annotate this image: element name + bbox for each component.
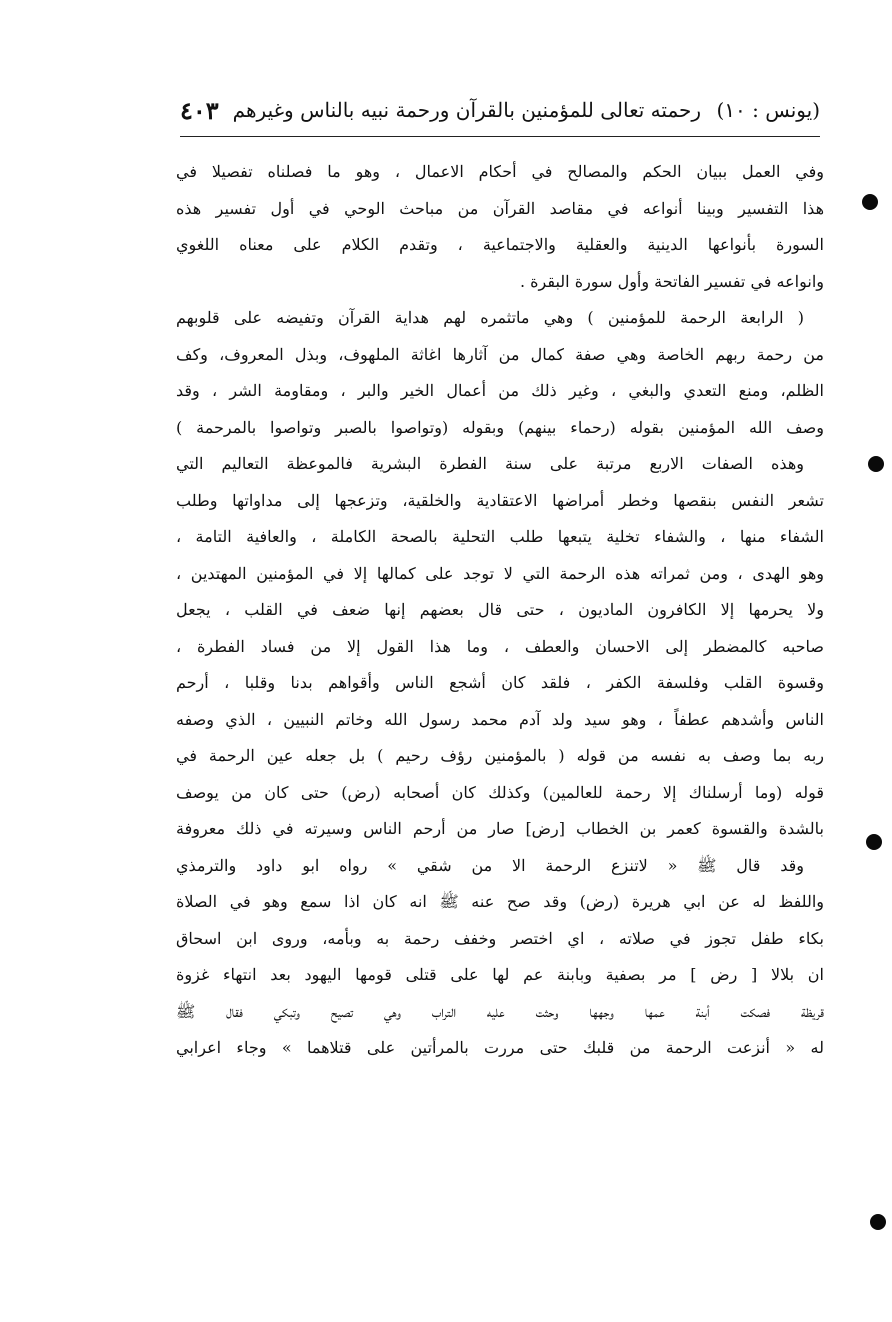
text-line: الظلم، ومنع التعدي والبغي ، وغير ذلك من أعمال الخير والبر ، ومقاومة الشر ، وقد	[176, 381, 824, 400]
text-line: بكاء طفل تجوز في صلاته ، اي اختصر وخفف رحمة به وبأمه، وروى ابن اسحاق	[176, 928, 824, 948]
text-line: ان بلالا [ رض ] مر بصفية وبابنة عم لها على قتلى قومها اليهود بعد انتهاء غزوة	[176, 965, 824, 984]
binding-hole	[868, 456, 884, 472]
header-title-group	[180, 96, 701, 125]
text-line: هذا التفسير وبينا أنواعه في مقاصد القرآن من مباحث الوحي في أول تفسير هذه	[176, 198, 824, 218]
text-line: من رحمة ربهم الخاصة وهي صفة كمال من آثارها اغاثة الملهوف، وبذل المعروف، وكف	[176, 344, 824, 364]
text-line: تشعر النفس بنقصها وخطر أمراضها الاعتقادية والخلقية، وتزعجها إلى مداواتها وطلب	[176, 490, 824, 510]
text-line: وفي العمل ببيان الحكم والمصالح في أحكام الاعمال ، وهو ما فصلناه تفصيلا في	[176, 162, 824, 181]
text-line: قريظة فصكت أبنة عمها وجهها وحثت عليه التراب وهي تصيح وتبكي فقال ﷺ	[176, 1001, 824, 1021]
chapter-verse-reference: (يونس : ١٠)	[716, 98, 820, 122]
text-line: السورة بأنواعها الدينية والعقلية والاجتماعية ، وتقدم الكلام على معناه اللغوي	[176, 235, 824, 254]
text-line: قوله (وما أرسلناك إلا رحمة للعالمين) وكذلك كان أصحابه (رض) حتى كان من يوصف	[176, 782, 824, 802]
page-header	[180, 88, 820, 132]
text-line: وانواعه في تفسير الفاتحة وأول سورة البقرة .	[519, 271, 824, 291]
text-line: واللفظ له عن ابي هريرة (رض) وقد صح عنه ﷺ انه كان اذا سمع وهو في الصلاة	[176, 892, 824, 911]
text-line: الناس وأشدهم عطفاً ، وهو سيد ولد آدم محمد رسول الله وخاتم النبيين ، الذي وصفه	[176, 709, 824, 729]
text-line: وهو الهدى ، ومن ثمراته هذه الرحمة التي لا توجد على كمالها إلا في المؤمنين المهتدين ،	[176, 563, 824, 583]
binding-hole	[870, 1214, 886, 1230]
text-line: وقد قال ﷺ « لاتنزع الرحمة الا من شقي » رواه ابو داود والترمذي	[176, 855, 804, 875]
binding-hole	[866, 834, 882, 850]
text-line: صاحبه كالمضطر إلى الاحسان والعطف ، وما هذا القول إلا من فساد الفطرة ،	[176, 636, 824, 656]
text-line: وهذه الصفات الاربع مرتبة على سنة الفطرة البشرية فالموعظة التعاليم التي	[176, 454, 804, 473]
page-number: ٤٠٣	[180, 95, 219, 125]
text-line: الشفاء منها ، والشفاء تخلية يتبعها طلب التحلية بالصحة الكاملة ، والعافية التامة ،	[176, 527, 824, 546]
text-line: وصف الله المؤمنين بقوله (رحماء بينهم) وبقوله (وتواصوا بالصبر وتواصوا بالمرحمة )	[176, 417, 824, 437]
body-text	[176, 154, 824, 1067]
running-head-title: رحمته تعالى للمؤمنين بالقرآن ورحمة نبيه بالناس وغيرهم	[232, 98, 702, 122]
text-line: ( الرابعة الرحمة للمؤمنين ) وهي ماتثمره لهم هداية القرآن وتفيضه على قلوبهم	[176, 308, 804, 327]
text-line: بالشدة والقسوة كعمر بن الخطاب [رض] صار من أرحم الناس وسيرته في ذلك معروفة	[176, 819, 824, 838]
binding-hole	[862, 194, 878, 210]
text-line: وقسوة القلب وفلسفة الكفر ، فلقد كان أشجع الناس وأقواهم بدنا وقلبا ، أرحم	[176, 673, 824, 692]
text-line: ربه بما وصف به نفسه من قوله ( بالمؤمنين رؤف رحيم ) بل جعله عين الرحمة في	[176, 746, 824, 765]
text-line: له « أنزعت الرحمة من قلبك حتى مررت بالمرأتين على قتلاهما » وجاء اعرابي	[176, 1038, 824, 1057]
header-divider	[180, 136, 820, 137]
text-line: ولا يحرمها إلا الكافرون الماديون ، حتى قال بعضهم إنها ضعف في القلب ، يجعل	[176, 600, 824, 619]
